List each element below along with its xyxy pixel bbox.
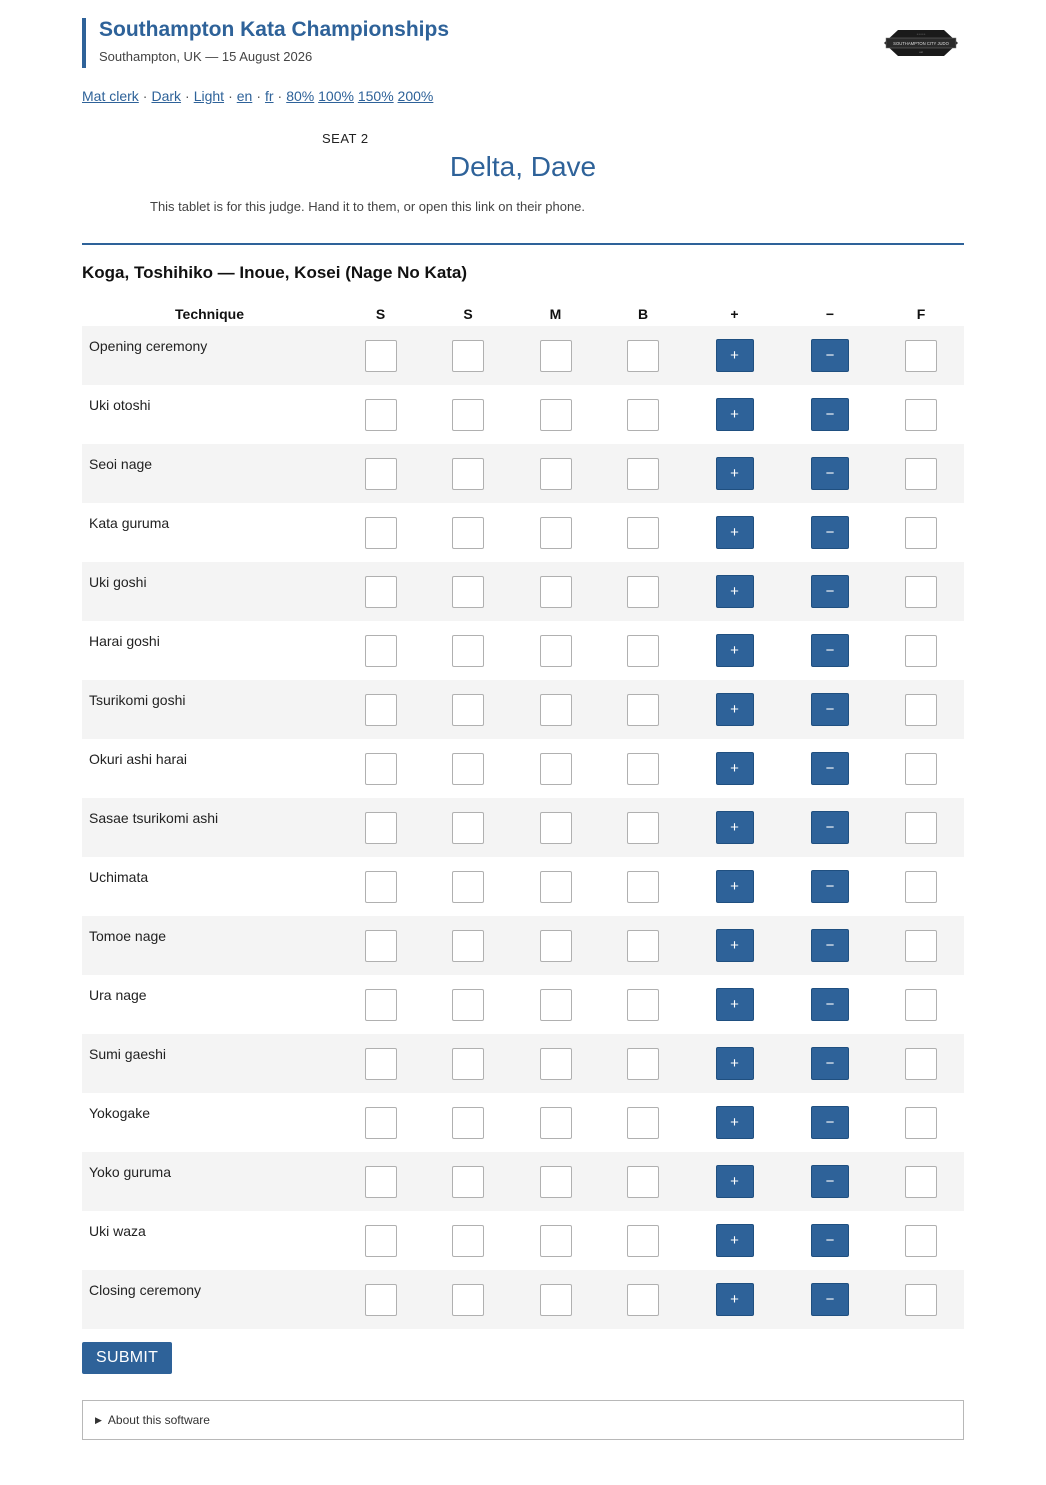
score-checkbox-m[interactable] <box>540 399 572 431</box>
score-checkbox-s2[interactable] <box>452 1107 484 1139</box>
score-checkbox-b[interactable] <box>627 753 659 785</box>
table-row <box>82 326 964 385</box>
technique-name: Yoko guruma <box>82 1152 337 1211</box>
plus-button[interactable]: + <box>716 1047 754 1080</box>
score-checkbox-m[interactable] <box>540 635 572 667</box>
technique-name: Seoi nage <box>82 444 337 503</box>
svg-text:est: est <box>919 51 923 54</box>
score-checkbox-f[interactable] <box>905 576 937 608</box>
disclosure-triangle-icon: ▶ <box>95 1414 102 1425</box>
score-checkbox-s2[interactable] <box>452 812 484 844</box>
divider <box>82 243 964 245</box>
score-checkbox-b[interactable] <box>627 1048 659 1080</box>
minus-button[interactable]: − <box>811 339 849 372</box>
table-row <box>82 1211 964 1270</box>
minus-button[interactable]: − <box>811 1165 849 1198</box>
table-row <box>82 385 964 444</box>
minus-button[interactable]: − <box>811 693 849 726</box>
event-subtitle: Southampton, UK — 15 August 2026 <box>99 49 313 64</box>
submit-button[interactable]: SUBMIT <box>82 1342 172 1374</box>
plus-button[interactable]: + <box>716 811 754 844</box>
score-checkbox-m[interactable] <box>540 1166 572 1198</box>
score-checkbox-f[interactable] <box>905 399 937 431</box>
score-checkbox-m[interactable] <box>540 1284 572 1316</box>
score-checkbox-f[interactable] <box>905 989 937 1021</box>
plus-button[interactable]: + <box>716 398 754 431</box>
zoom-100-link[interactable]: 100% <box>318 88 354 104</box>
score-checkbox-f[interactable] <box>905 1166 937 1198</box>
zoom-200-link[interactable]: 200% <box>397 88 434 104</box>
score-checkbox-b[interactable] <box>627 576 659 608</box>
score-checkbox-f[interactable] <box>905 812 937 844</box>
score-checkbox-b[interactable] <box>627 1166 659 1198</box>
table-row <box>82 680 964 739</box>
zoom-150-link[interactable]: 150% <box>357 88 394 104</box>
score-checkbox-b[interactable] <box>627 989 659 1021</box>
match-title: Koga, Toshihiko — Inoue, Kosei (Nage No Kata) <box>82 263 468 282</box>
technique-name: Yokogake <box>89 1105 150 1121</box>
technique-name: Sasae tsurikomi ashi <box>82 798 337 857</box>
score-checkbox-s2[interactable] <box>452 517 484 549</box>
score-checkbox-f[interactable] <box>905 1048 937 1080</box>
technique-name: Uki otoshi <box>89 397 151 413</box>
score-checkbox-s2[interactable] <box>452 930 484 962</box>
technique-name: Uchimata <box>89 869 149 885</box>
score-checkbox-s1[interactable] <box>365 576 397 608</box>
minus-button[interactable]: − <box>811 457 849 490</box>
club-logo <box>884 24 958 62</box>
score-checkbox-m[interactable] <box>540 694 572 726</box>
score-checkbox-s2[interactable] <box>452 1048 484 1080</box>
score-checkbox-s2[interactable] <box>452 694 484 726</box>
col-s2: S <box>463 306 473 322</box>
score-checkbox-b[interactable] <box>627 1107 659 1139</box>
table-row <box>82 798 964 857</box>
minus-button[interactable]: − <box>811 988 849 1021</box>
zoom-80-link[interactable]: 80% <box>286 88 315 104</box>
score-checkbox-m[interactable] <box>540 930 572 962</box>
col-minus: − <box>825 306 835 322</box>
plus-button[interactable]: + <box>716 1106 754 1139</box>
score-checkbox-f[interactable] <box>905 517 937 549</box>
score-checkbox-m[interactable] <box>540 753 572 785</box>
table-header-row <box>82 302 964 326</box>
table-row <box>82 1152 964 1211</box>
table-row <box>82 503 964 562</box>
score-checkbox-b[interactable] <box>627 1284 659 1316</box>
score-checkbox-s1[interactable] <box>365 517 397 549</box>
table-row <box>82 562 964 621</box>
score-checkbox-f[interactable] <box>905 340 937 372</box>
score-checkbox-s1[interactable] <box>365 694 397 726</box>
table-row <box>82 916 964 975</box>
nav-mat-clerk-link[interactable]: Mat clerk <box>82 88 139 104</box>
score-checkbox-s1[interactable] <box>365 340 397 372</box>
minus-button[interactable]: − <box>811 870 849 903</box>
plus-button[interactable]: + <box>716 1283 754 1316</box>
score-checkbox-s1[interactable] <box>365 930 397 962</box>
plus-button[interactable]: + <box>716 693 754 726</box>
technique-name: Ura nage <box>89 987 147 1003</box>
score-checkbox-f[interactable] <box>905 635 937 667</box>
score-checkbox-b[interactable] <box>627 399 659 431</box>
minus-button[interactable]: − <box>811 1047 849 1080</box>
score-checkbox-b[interactable] <box>627 517 659 549</box>
minus-button[interactable]: − <box>811 1106 849 1139</box>
technique-name: Okuri ashi harai <box>89 751 188 767</box>
minus-button[interactable]: − <box>811 398 849 431</box>
score-checkbox-f[interactable] <box>905 930 937 962</box>
table-row <box>82 444 964 503</box>
score-checkbox-b[interactable] <box>627 458 659 490</box>
score-checkbox-m[interactable] <box>540 989 572 1021</box>
score-checkbox-s2[interactable] <box>452 399 484 431</box>
score-checkbox-b[interactable] <box>627 1225 659 1257</box>
technique-name: Tsurikomi goshi <box>82 680 337 739</box>
score-checkbox-s2[interactable] <box>452 340 484 372</box>
score-checkbox-s1[interactable] <box>365 812 397 844</box>
table-row <box>82 975 964 1034</box>
technique-name: Sumi gaeshi <box>82 1034 337 1093</box>
score-checkbox-m[interactable] <box>540 517 572 549</box>
table-row <box>82 857 964 916</box>
plus-button[interactable]: + <box>716 516 754 549</box>
nav-en-link[interactable]: en <box>236 88 253 104</box>
plus-button[interactable]: + <box>716 988 754 1021</box>
about-label: About this software <box>107 1413 210 1427</box>
score-checkbox-s1[interactable] <box>365 753 397 785</box>
technique-name: Kata guruma <box>89 515 170 531</box>
col-f: F <box>916 306 926 322</box>
nav-fr-link[interactable]: fr <box>264 88 274 104</box>
score-checkbox-m[interactable] <box>540 1048 572 1080</box>
score-checkbox-s2[interactable] <box>452 871 484 903</box>
judge-name: Delta, Dave <box>449 151 597 182</box>
score-checkbox-s1[interactable] <box>365 1107 397 1139</box>
score-checkbox-m[interactable] <box>540 1107 572 1139</box>
technique-name: Harai goshi <box>89 633 160 649</box>
score-checkbox-m[interactable] <box>540 812 572 844</box>
score-checkbox-s2[interactable] <box>452 989 484 1021</box>
col-m: M <box>549 306 562 322</box>
svg-text:SOUTHAMPTON CITY JUDO: SOUTHAMPTON CITY JUDO <box>893 41 949 46</box>
col-b: B <box>637 306 649 322</box>
table-row <box>82 1270 964 1329</box>
plus-button[interactable]: + <box>716 457 754 490</box>
technique-name: Opening ceremony <box>82 326 337 385</box>
minus-button[interactable]: − <box>811 1283 849 1316</box>
event-title: Southampton Kata Championships <box>99 18 450 41</box>
technique-name: Uki goshi <box>82 562 337 621</box>
table-row <box>82 1034 964 1093</box>
score-checkbox-s2[interactable] <box>452 1166 484 1198</box>
about-disclosure[interactable] <box>82 1400 964 1440</box>
score-checkbox-b[interactable] <box>627 871 659 903</box>
nav-dark-link[interactable]: Dark <box>151 88 182 104</box>
nav-bar: Mat clerk · Dark · Light · en · fr · 80% 100% 150% 200% <box>82 88 434 104</box>
score-checkbox-s2[interactable] <box>452 753 484 785</box>
score-checkbox-s1[interactable] <box>365 989 397 1021</box>
score-checkbox-f[interactable] <box>905 1225 937 1257</box>
table-row <box>82 621 964 680</box>
plus-button[interactable]: + <box>716 575 754 608</box>
score-checkbox-m[interactable] <box>540 576 572 608</box>
minus-button[interactable]: − <box>811 516 849 549</box>
score-checkbox-f[interactable] <box>905 1107 937 1139</box>
page <box>82 18 964 1440</box>
score-checkbox-s2[interactable] <box>452 635 484 667</box>
plus-button[interactable]: + <box>716 929 754 962</box>
technique-name: Uki waza <box>89 1223 146 1239</box>
plus-button[interactable]: + <box>716 1224 754 1257</box>
minus-button[interactable]: − <box>811 1224 849 1257</box>
nav-light-link[interactable]: Light <box>193 88 225 104</box>
score-checkbox-s1[interactable] <box>365 399 397 431</box>
score-checkbox-m[interactable] <box>540 458 572 490</box>
event-header <box>82 18 964 68</box>
minus-button[interactable]: − <box>811 634 849 667</box>
score-checkbox-f[interactable] <box>905 753 937 785</box>
minus-button[interactable]: − <box>811 811 849 844</box>
score-checkbox-s1[interactable] <box>365 458 397 490</box>
score-checkbox-f[interactable] <box>905 458 937 490</box>
table-row <box>82 1093 964 1152</box>
score-checkbox-b[interactable] <box>627 340 659 372</box>
minus-button[interactable]: − <box>811 752 849 785</box>
score-checkbox-m[interactable] <box>540 1225 572 1257</box>
score-checkbox-s1[interactable] <box>365 1284 397 1316</box>
score-checkbox-m[interactable] <box>540 340 572 372</box>
technique-name: Tomoe nage <box>82 916 337 975</box>
svg-text:• • • • •: • • • • • <box>916 32 926 36</box>
score-checkbox-s2[interactable] <box>452 576 484 608</box>
score-checkbox-s2[interactable] <box>452 1284 484 1316</box>
score-checkbox-f[interactable] <box>905 1284 937 1316</box>
handoff-hint: This tablet is for this judge. Hand it to them, or open this link on their phone. <box>150 199 586 214</box>
seat-label: SEAT 2 <box>322 131 369 146</box>
score-checkbox-b[interactable] <box>627 694 659 726</box>
col-technique: Technique <box>175 306 244 322</box>
plus-button[interactable]: + <box>716 1165 754 1198</box>
plus-button[interactable]: + <box>716 634 754 667</box>
score-checkbox-f[interactable] <box>905 871 937 903</box>
plus-button[interactable]: + <box>716 752 754 785</box>
score-checkbox-b[interactable] <box>627 930 659 962</box>
score-checkbox-s1[interactable] <box>365 871 397 903</box>
technique-name: Closing ceremony <box>82 1270 337 1329</box>
score-checkbox-s1[interactable] <box>365 635 397 667</box>
score-checkbox-m[interactable] <box>540 871 572 903</box>
plus-button[interactable]: + <box>716 870 754 903</box>
col-s1: S <box>375 306 386 322</box>
score-checkbox-s1[interactable] <box>365 1225 397 1257</box>
minus-button[interactable]: − <box>811 575 849 608</box>
col-plus: + <box>730 306 739 322</box>
score-checkbox-s1[interactable] <box>365 1166 397 1198</box>
score-checkbox-b[interactable] <box>627 812 659 844</box>
minus-button[interactable]: − <box>811 929 849 962</box>
table-row <box>82 739 964 798</box>
plus-button[interactable]: + <box>716 339 754 372</box>
score-checkbox-s2[interactable] <box>452 1225 484 1257</box>
score-checkbox-s2[interactable] <box>452 458 484 490</box>
score-checkbox-b[interactable] <box>627 635 659 667</box>
score-checkbox-s1[interactable] <box>365 1048 397 1080</box>
score-checkbox-f[interactable] <box>905 694 937 726</box>
scoring-table <box>82 302 964 1329</box>
